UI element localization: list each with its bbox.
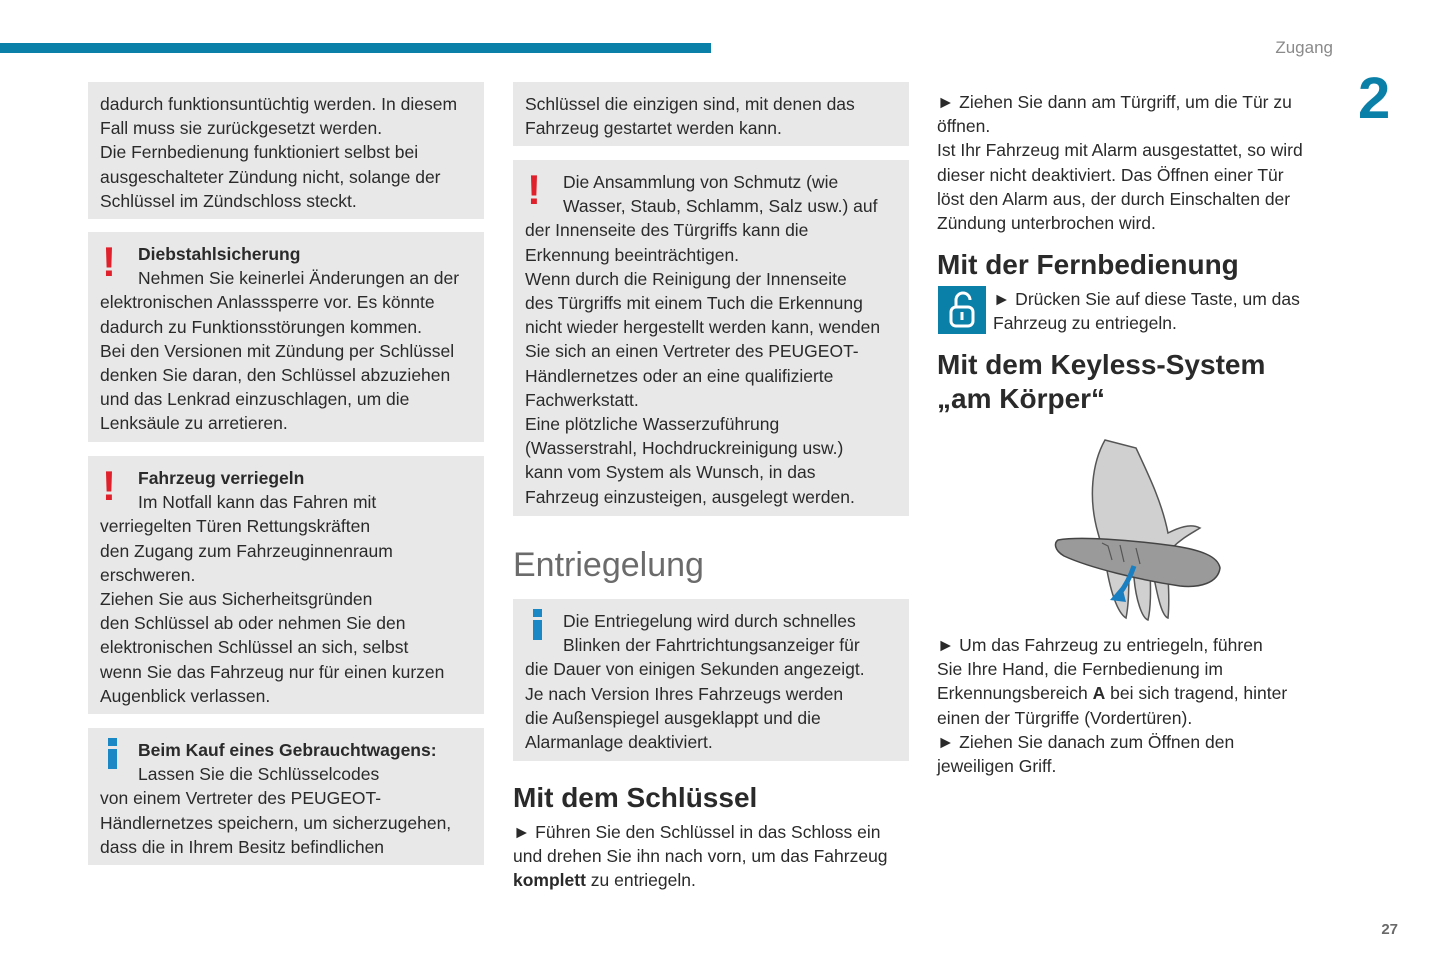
info-icon [104, 738, 122, 774]
text-line: des Türgriffs mit einem Tuch die Erkennung [525, 293, 863, 314]
text-line: ausgeschalteter Zündung nicht, solange der [100, 166, 441, 187]
text-line: den Zugang zum Fahrzeuginnenraum [100, 540, 393, 561]
zone-label: A [1092, 683, 1106, 704]
text-line: Blinken der Fahrtrichtungsanzeiger für [563, 635, 860, 656]
info-box-used-car [88, 728, 484, 865]
text-line: Wasser, Staub, Schlamm, Salz usw.) auf [563, 196, 878, 217]
info-title: Beim Kauf eines Gebrauchtwagens: [138, 740, 437, 760]
page-number: 27 [1381, 921, 1398, 938]
text-line: von einem Vertreter des PEUGEOT- [100, 788, 382, 809]
text-line: denken Sie daran, den Schlüssel abzuziehen [100, 365, 451, 386]
heading-line: Mit dem Keyless-System [937, 349, 1266, 380]
text-line: dadurch funktionsuntüchtig werden. In diesem [100, 94, 458, 114]
text-line: Fahrzeug gestartet werden kann. [525, 118, 782, 139]
exclamation-icon: ! [527, 166, 541, 213]
heading-with-remote: Mit der Fernbedienung [937, 249, 1239, 280]
heading-with-key: Mit dem Schlüssel [513, 782, 758, 813]
text-line: Schlüssel die einzigen sind, mit denen das [525, 94, 855, 114]
text-line: ► Ziehen Sie danach zum Öffnen den [937, 731, 1235, 752]
text-line: Erkennung beeinträchtigen. [525, 244, 740, 265]
text-line: einen der Türgriffe (Vordertüren). [937, 707, 1193, 728]
text-line: Lassen Sie die Schlüsselcodes [138, 764, 380, 785]
bold-word: komplett [513, 870, 586, 891]
text-line: Wenn durch die Reinigung der Innenseite [525, 268, 847, 289]
heading-keyless [937, 348, 1265, 416]
text-line: und drehen Sie ihn nach vorn, um das Fahrzeug [513, 846, 888, 867]
text-line: (Wasserstrahl, Hochdruckreinigung usw.) [525, 438, 844, 459]
text-line: Sie sich an einen Vertreter des PEUGEOT- [525, 341, 859, 362]
heading-unlocking: Entriegelung [513, 546, 704, 584]
text-span: Erkennungsbereich [937, 683, 1093, 704]
text-span: zu entriegeln. [585, 870, 696, 891]
text-line: Je nach Version Ihres Fahrzeugs werden [525, 683, 844, 704]
text-span: bei sich tragend, hinter [1105, 683, 1288, 704]
warning-box-locking [88, 456, 484, 714]
warning-box-antitheft [88, 232, 484, 442]
text-line [937, 681, 1337, 705]
remote-instructions [993, 287, 1338, 335]
text-line: dieser nicht deaktiviert. Das Öffnen einer Tür [937, 164, 1284, 185]
text-line: Nehmen Sie keinerlei Änderungen an der [138, 268, 460, 289]
section-title: Zugang [1275, 38, 1333, 57]
note-box-remote-reset [88, 82, 484, 219]
info-box-unlock-signal [513, 599, 909, 761]
text-line: Schlüssel im Zündschloss steckt. [100, 190, 357, 211]
text-line: Alarmanlage deaktiviert. [525, 732, 713, 753]
text-line: erschweren. [100, 564, 196, 585]
text-line: Die Ansammlung von Schmutz (wie [563, 172, 839, 192]
text-line: Ziehen Sie aus Sicherheitsgründen [100, 589, 373, 610]
text-line: die Dauer von einigen Sekunden angezeigt. [525, 659, 865, 680]
unlock-padlock-icon [938, 286, 986, 334]
chapter-number: 2 [1358, 66, 1391, 131]
keyless-instructions [937, 633, 1337, 778]
text-line: Fachwerkstatt. [525, 389, 639, 410]
text-line: ► Führen Sie den Schlüssel in das Schloss ein [513, 822, 881, 842]
text-line: den Schlüssel ab oder nehmen Sie den [100, 613, 406, 634]
text-line: kann vom System als Wunsch, in das [525, 462, 816, 483]
exclamation-icon: ! [102, 462, 116, 509]
exclamation-icon: ! [102, 238, 116, 285]
hand-door-handle-illustration [1050, 428, 1228, 628]
text-line: elektronischen Anlasssperre vor. Es könnte [100, 292, 435, 313]
text-line: Die Fernbedienung funktioniert selbst bei [100, 142, 419, 163]
note-box-keys-start [513, 82, 909, 146]
heading-line: „am Körper“ [937, 383, 1106, 414]
text-line: Fahrzeug einzusteigen, ausgelegt werden. [525, 486, 855, 507]
text-line: Fahrzeug zu entriegeln. [993, 313, 1177, 334]
text-line: Die Entriegelung wird durch schnelles [563, 611, 856, 631]
text-line: öffnen. [937, 116, 991, 137]
text-line: Händlernetzes speichern, um sicherzugehen, [100, 812, 452, 833]
text-line: dadurch zu Funktionsstörungen kommen. [100, 316, 422, 337]
text-line: Lenksäule zu arretieren. [100, 413, 288, 434]
text-line [513, 868, 913, 892]
text-line: Händlernetzes oder an eine qualifizierte [525, 365, 834, 386]
text-line: und das Lenkrad einzuschlagen, um die [100, 389, 410, 410]
text-line: wenn Sie das Fahrzeug nur für einen kurzen [100, 661, 445, 682]
door-open-instructions [937, 90, 1337, 235]
text-line: ► Um das Fahrzeug zu entriegeln, führen [937, 635, 1263, 655]
text-line: Ist Ihr Fahrzeug mit Alarm ausgestattet, so wird [937, 140, 1303, 161]
text-line: Fall muss sie zurückgesetzt werden. [100, 118, 383, 139]
text-line: ► Drücken Sie auf diese Taste, um das [993, 289, 1300, 309]
text-line: dass die in Ihrem Besitz befindlichen [100, 836, 385, 857]
warning-box-dirt [513, 160, 909, 516]
text-line: Im Notfall kann das Fahren mit [138, 492, 377, 513]
text-line: verriegelten Türen Rettungskräften [100, 516, 371, 537]
text-line: elektronischen Schlüssel an sich, selbst [100, 637, 409, 658]
text-line: Eine plötzliche Wasserzuführung [525, 414, 780, 435]
header-accent-bar [0, 43, 711, 53]
text-line: der Innenseite des Türgriffs kann die [525, 220, 809, 241]
text-line: nicht wieder hergestellt werden kann, wenden [525, 317, 881, 338]
text-line: Sie Ihre Hand, die Fernbedienung im [937, 659, 1224, 680]
text-line: Bei den Versionen mit Zündung per Schlüssel [100, 340, 455, 361]
text-line: löst den Alarm aus, der durch Einschalten der [937, 188, 1291, 209]
warning-title: Fahrzeug verriegeln [138, 468, 305, 488]
text-line: die Außenspiegel ausgeklappt und die [525, 707, 821, 728]
text-line: ► Ziehen Sie dann am Türgriff, um die Tür zu [937, 92, 1292, 112]
text-line: Zündung unterbrochen wird. [937, 213, 1156, 234]
warning-title: Diebstahlsicherung [138, 244, 301, 264]
text-line: jeweiligen Griff. [937, 756, 1057, 777]
text-line: Augenblick verlassen. [100, 685, 271, 706]
key-instructions [513, 820, 913, 893]
info-icon [529, 609, 547, 645]
